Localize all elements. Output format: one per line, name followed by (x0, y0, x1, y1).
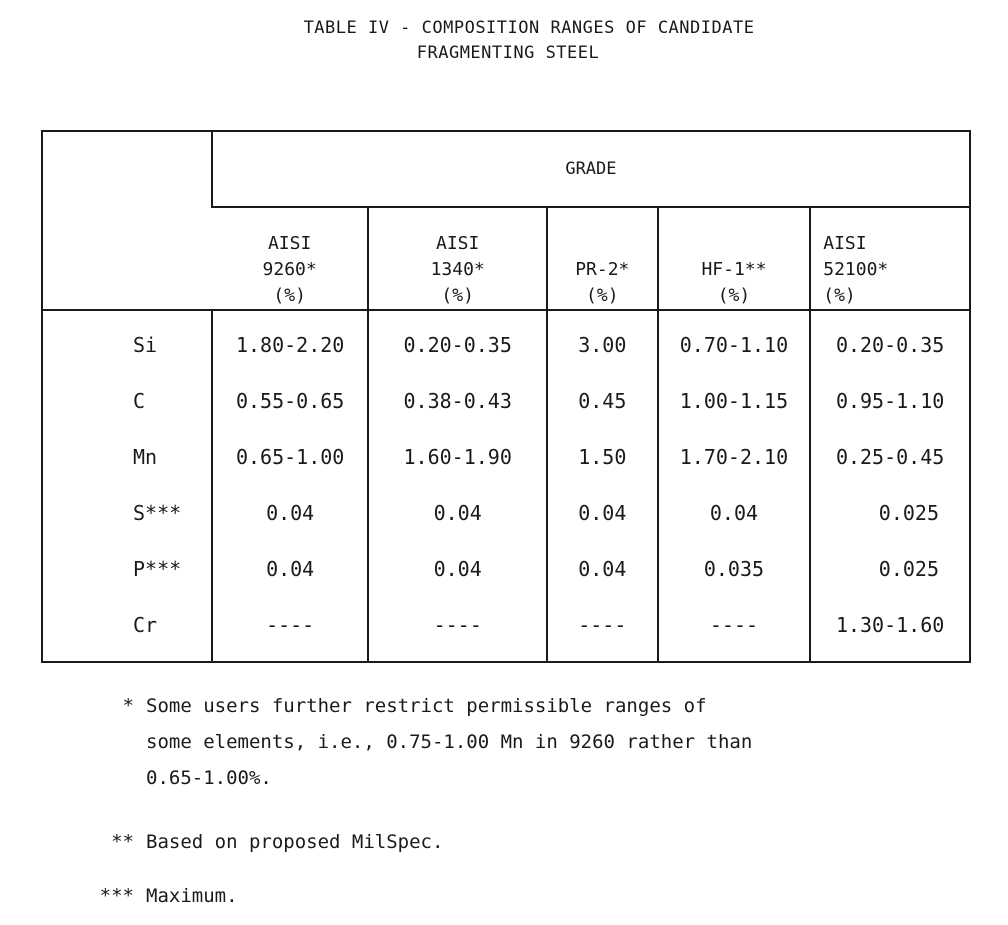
column-header-line: 52100* (823, 259, 889, 280)
footnote-line: Some users further restrict permissible ranges of (146, 695, 707, 717)
grade-header: GRADE (212, 131, 970, 207)
element-cell: Si (133, 333, 158, 357)
element-cell: Cr (133, 613, 158, 637)
column-header-line: 1340* (430, 259, 485, 280)
title-line-1: TABLE IV - COMPOSITION RANGES OF CANDIDATE (303, 18, 755, 38)
footnote-line: 0.65-1.00%. (146, 767, 272, 789)
column-header-line: (%) (273, 285, 306, 306)
value-cell: 1.80-2.20 (212, 310, 369, 373)
value-cell: 0.025 (810, 485, 970, 541)
column-header-line: (%) (717, 285, 751, 306)
footnote-triple-star (99, 878, 238, 914)
table-row (42, 310, 970, 373)
column-header-line: AISI (823, 233, 867, 254)
column-header-line: (%) (586, 285, 619, 306)
footnote-mark: ** (111, 831, 134, 853)
column-header-line: AISI (436, 233, 480, 254)
value-cell: 0.65-1.00 (212, 429, 369, 485)
table-row (42, 597, 970, 662)
value-cell: ---- (658, 597, 811, 662)
value-cell: 0.04 (658, 485, 811, 541)
table-title (0, 16, 1008, 66)
footnote-line: Based on proposed MilSpec. (146, 831, 444, 853)
footnote-single-star (122, 688, 753, 796)
column-header-pr-2 (547, 207, 658, 310)
value-cell: 0.20-0.35 (810, 310, 970, 373)
value-cell: 0.035 (658, 541, 811, 597)
table-row (42, 373, 970, 429)
column-header-line: PR-2* (575, 259, 630, 280)
value-cell: 0.95-1.10 (810, 373, 970, 429)
value-cell: 0.20-0.35 (368, 310, 546, 373)
element-cell: C (133, 389, 146, 413)
composition-table (41, 130, 971, 663)
value-cell: ---- (368, 597, 546, 662)
column-header-line: AISI (267, 233, 312, 254)
value-cell: 1.60-1.90 (368, 429, 546, 485)
table-row (42, 429, 970, 485)
column-header-line: 9260* (262, 259, 317, 280)
column-header-line: HF-1** (701, 259, 767, 280)
footnote-mark: *** (99, 885, 134, 907)
value-cell: 0.04 (368, 485, 546, 541)
value-cell: 0.55-0.65 (212, 373, 369, 429)
column-header-hf-1 (658, 207, 811, 310)
value-cell: 0.04 (547, 485, 658, 541)
group-header-row (42, 131, 970, 207)
value-cell: 0.025 (810, 541, 970, 597)
table-row (42, 541, 970, 597)
element-cell: P*** (133, 557, 182, 581)
value-cell: 0.25-0.45 (810, 429, 970, 485)
column-header-aisi-52100 (810, 207, 970, 310)
footnote-line: some elements, i.e., 0.75-1.00 Mn in 9260 rather than (146, 731, 753, 753)
value-cell: 0.45 (547, 373, 658, 429)
table-row (42, 485, 970, 541)
footnote-mark: * (122, 695, 134, 717)
value-cell: 1.30-1.60 (810, 597, 970, 662)
element-cell: S*** (133, 501, 182, 525)
title-line-2: FRAGMENTING STEEL (416, 43, 600, 63)
value-cell: 0.04 (368, 541, 546, 597)
column-header-aisi-1340 (368, 207, 546, 310)
footnote-line: Maximum. (146, 885, 238, 907)
element-cell: Mn (133, 445, 158, 469)
value-cell: 0.38-0.43 (368, 373, 546, 429)
column-header-aisi-9260 (212, 207, 369, 310)
value-cell: 0.04 (212, 541, 369, 597)
stub-header-cell (42, 131, 212, 310)
value-cell: 1.00-1.15 (658, 373, 811, 429)
value-cell: 0.04 (212, 485, 369, 541)
value-cell: 3.00 (547, 310, 658, 373)
value-cell: ---- (547, 597, 658, 662)
column-header-line: (%) (441, 285, 474, 306)
column-header-line: (%) (823, 285, 856, 306)
value-cell: 1.50 (547, 429, 658, 485)
value-cell: ---- (212, 597, 369, 662)
value-cell: 1.70-2.10 (658, 429, 811, 485)
value-cell: 0.04 (547, 541, 658, 597)
footnote-double-star (111, 824, 444, 860)
value-cell: 0.70-1.10 (658, 310, 811, 373)
